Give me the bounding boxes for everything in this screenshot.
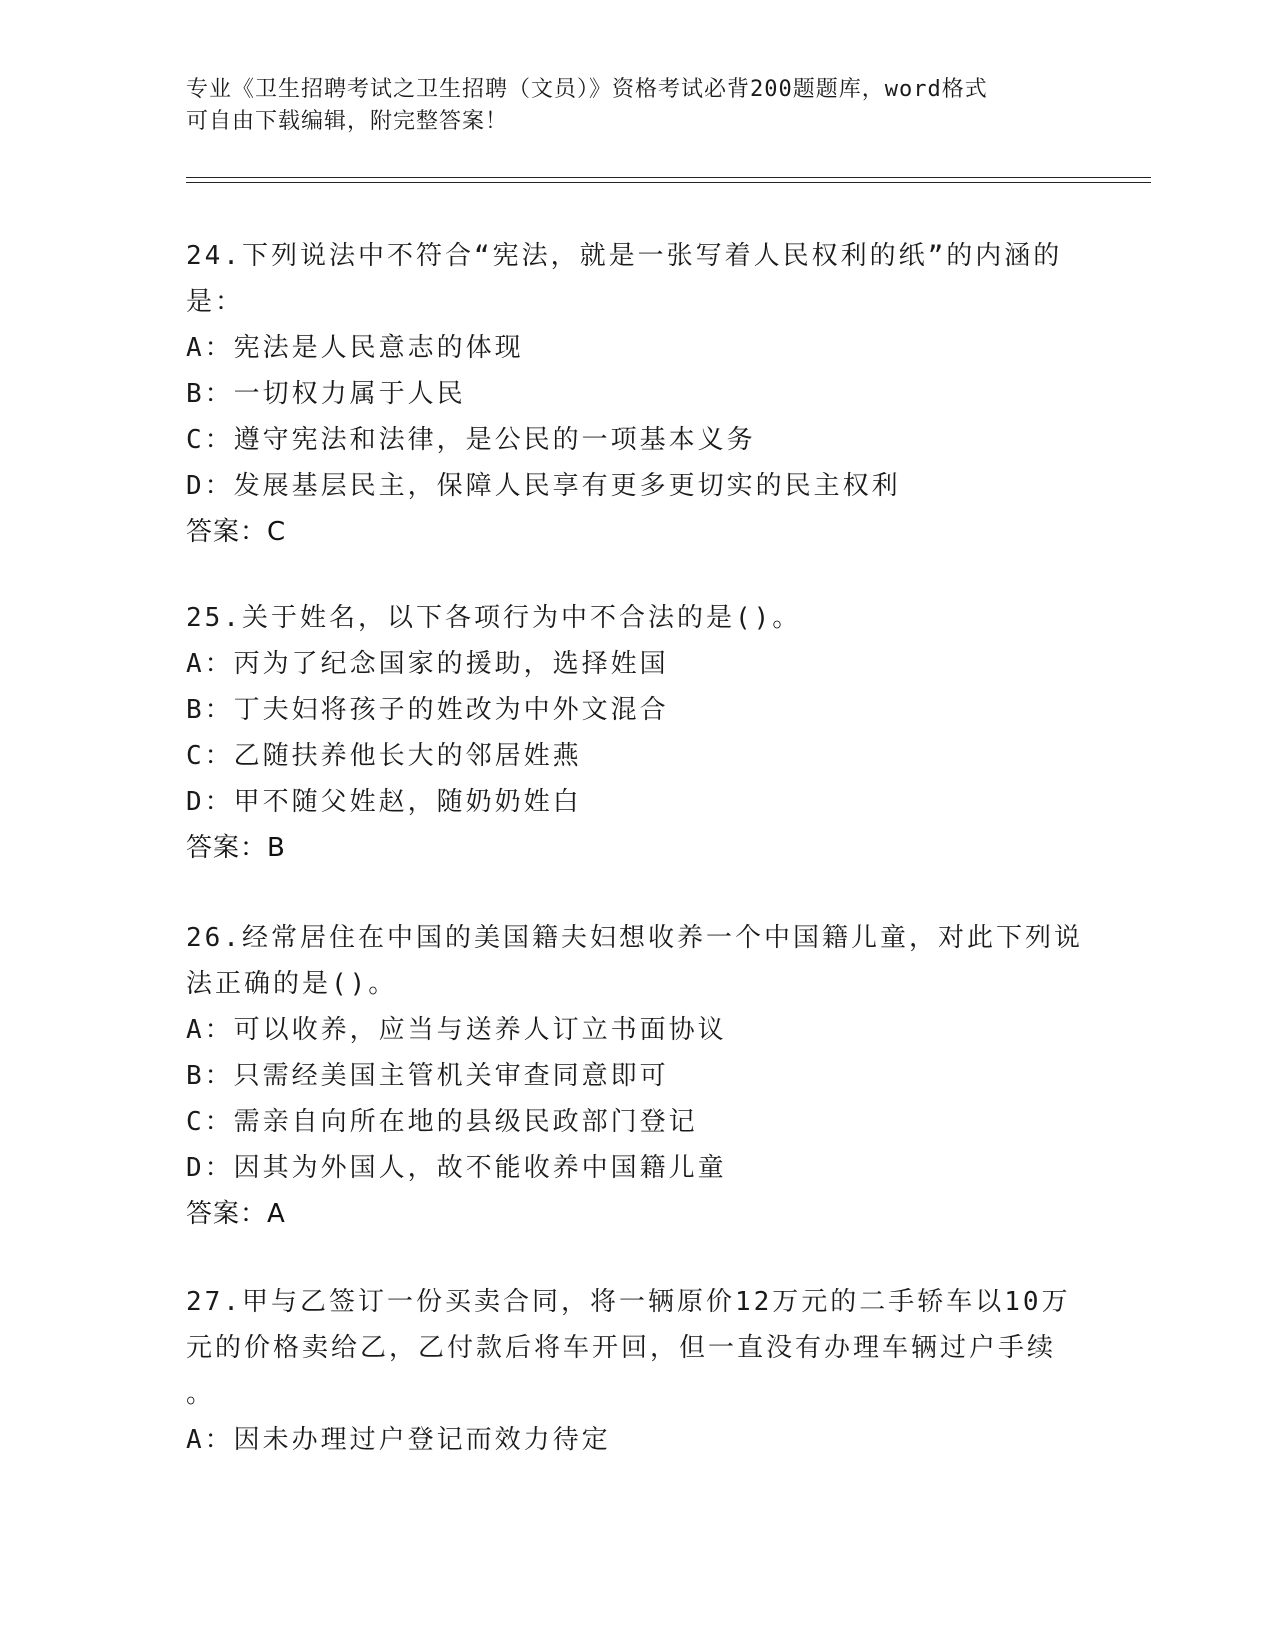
question-27 xyxy=(186,1279,1086,1463)
question-stem-line-1: 26.经常居住在中国的美国籍夫妇想收养一个中国籍儿童，对此下列说 xyxy=(186,923,1083,953)
answer-line: 答案：B xyxy=(186,833,286,863)
question-25 xyxy=(186,595,1086,871)
question-stem xyxy=(186,915,1086,1007)
header-divider-top xyxy=(186,177,1151,178)
header-divider-bottom xyxy=(186,182,1151,183)
header-line-2: 可自由下载编辑，附完整答案！ xyxy=(186,109,509,134)
option-b: B：一切权力属于人民 xyxy=(186,379,466,409)
question-stem-line-1: 27.甲与乙签订一份买卖合同，将一辆原价12万元的二手轿车以10万 xyxy=(186,1287,1071,1317)
question-stem-line-2: 法正确的是()。 xyxy=(186,969,398,999)
question-stem-line-1: 24.下列说法中不符合“宪法，就是一张写着人民权利的纸”的内涵的 xyxy=(186,241,1063,271)
option-a: A：宪法是人民意志的体现 xyxy=(186,333,524,363)
question-stem-line-3: 。 xyxy=(186,1379,216,1409)
option-d: D：甲不随父姓赵，随奶奶姓白 xyxy=(186,787,582,817)
option-c: C：需亲自向所在地的县级民政部门登记 xyxy=(186,1107,698,1137)
question-stem xyxy=(186,233,1086,325)
option-d: D：发展基层民主，保障人民享有更多更切实的民主权利 xyxy=(186,471,901,501)
document-header xyxy=(186,74,1066,138)
question-stem-line-2: 是： xyxy=(186,287,245,317)
option-b: B：只需经美国主管机关审查同意即可 xyxy=(186,1061,669,1091)
option-a: A：可以收养，应当与送养人订立书面协议 xyxy=(186,1015,727,1045)
answer-line: 答案：C xyxy=(186,517,287,547)
option-c: C：遵守宪法和法律，是公民的一项基本义务 xyxy=(186,425,756,455)
option-a: A：因未办理过户登记而效力待定 xyxy=(186,1425,611,1455)
question-stem xyxy=(186,1279,1086,1417)
question-24 xyxy=(186,233,1086,555)
option-b: B：丁夫妇将孩子的姓改为中外文混合 xyxy=(186,695,669,725)
question-26 xyxy=(186,915,1086,1237)
option-a: A：丙为了纪念国家的援助，选择姓国 xyxy=(186,649,669,679)
option-c: C：乙随扶养他长大的邻居姓燕 xyxy=(186,741,582,771)
option-d: D：因其为外国人，故不能收养中国籍儿童 xyxy=(186,1153,727,1183)
answer-line: 答案：A xyxy=(186,1199,286,1229)
question-stem-line-1: 25.关于姓名，以下各项行为中不合法的是()。 xyxy=(186,603,802,633)
question-stem-line-2: 元的价格卖给乙，乙付款后将车开回，但一直没有办理车辆过户手续 xyxy=(186,1333,1057,1363)
header-line-1: 专业《卫生招聘考试之卫生招聘（文员）》资格考试必背200题题库，word格式 xyxy=(186,77,988,102)
question-stem xyxy=(186,595,1086,641)
